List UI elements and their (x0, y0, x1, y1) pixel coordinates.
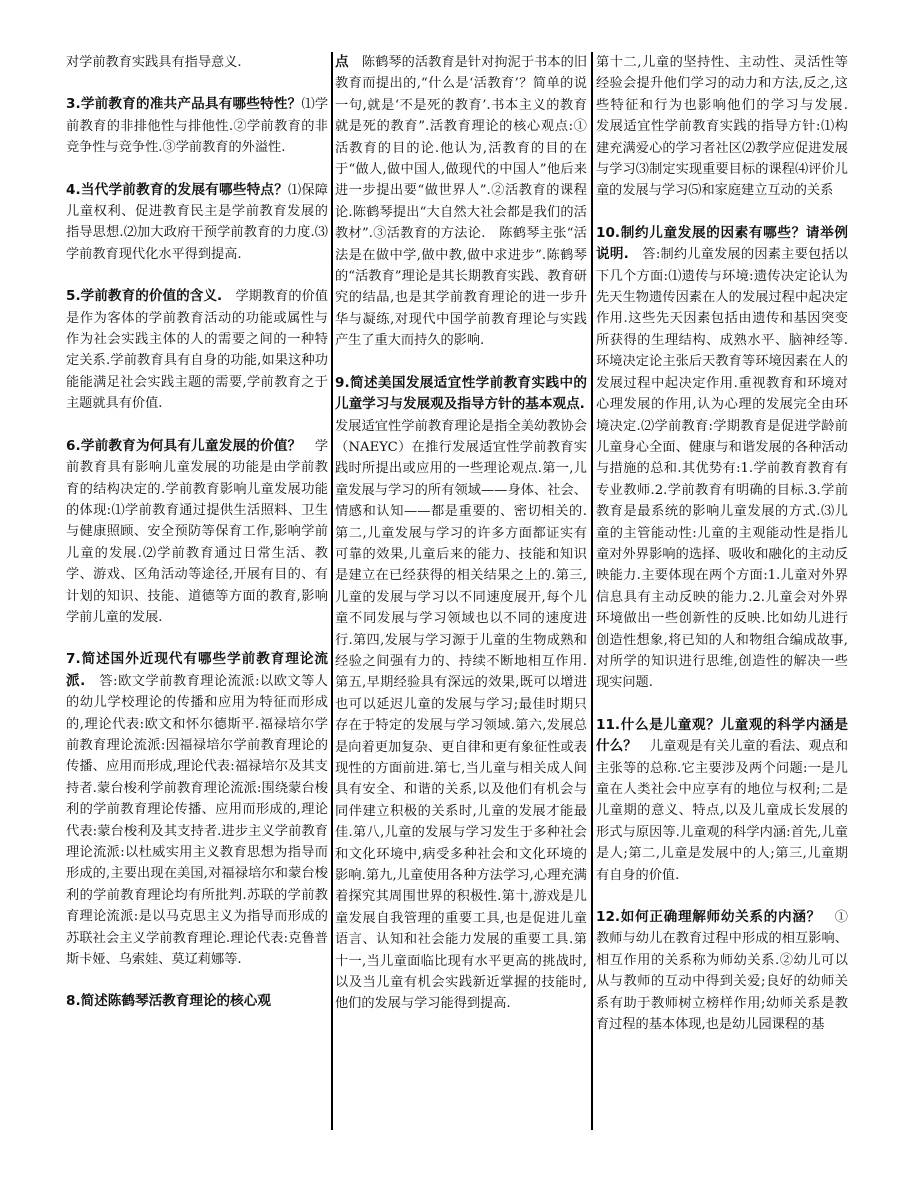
column-divider-right (591, 52, 593, 1130)
paragraph-text: 对学前教育实践具有指导意义. (66, 55, 242, 70)
question-5 (66, 286, 328, 414)
question-8-continued (335, 52, 587, 352)
answer-text: 答:制约儿童发展的因素主要包括以下几个方面:⑴遗传与环境:遗传决定论认为先天生物遗传因素在人的发展过程中起决定作用.这些先天因素包括由遗传和基因突变所获得的生理结构、成熟水平、脑神经等.环境决定论主张后天教育等环境因素在人的发展过程中起决定作用.重视教育和环境对心理发展的作用,认为心理的发展完全由环境决定.⑵学前教育:学期教育是促进学龄前儿童身心全面、健康与和谐发展的各种活动与措施的总和.其优势有:1.学前教育教育有专业教师.2.学前教育有明确的目标.3.学前教育是最系统的影响儿童发展的方式.⑶儿童的主管能动性:儿童的主观能动性是指儿童对外界影响的选择、吸收和融化的主动反映能力.主要体现在两个方面:1.儿童对外界信息具有主动反映的能力.2.儿童会对外界环境做出一些创新性的反映.比如幼儿进行创造性想象,将已知的人和物组合编成故事,对所学的知识进行思维,创造性的解决一些现实问题. (596, 247, 848, 691)
question-12 (596, 907, 848, 1035)
question-heading: 7.简述国外近现代有哪些学前教育理论流派. (66, 651, 328, 689)
question-heading: 9.简述美国发展适宜性学前教育实践中的儿童学习与发展观及指导方针的基本观点. (335, 374, 587, 413)
question-heading: 8.简述陈鹤琴活教育理论的核心观 (66, 993, 271, 1010)
question-heading: 5.学前教育的价值的含义. (66, 288, 223, 305)
question-10 (596, 223, 848, 694)
question-3 (66, 94, 328, 158)
answer-text: 陈鹤琴的活教育是针对拘泥于书本的旧教育而提出的,“什么是‘活教育’？简单的说一句,就是‘不是死的教育’.书本主义的教育就是死的教育”.活教育理论的核心观点:①活教育的目的论.他认为,活教育的目的在于“做人,做中国人,做现代的中国人”他后来进一步提出要“做世界人”.②活教育的课程论.陈鹤琴提出“大自然大社会都是我们的活教材”.③活教育的方法论. 陈鹤琴主张“活法是在做中学,做中教,做中求进步”.陈鹤琴的“活教育”理论是其长期教育实践、教育研究的结晶,也是其学前教育理论的进一步升华与凝练,对现代中国学前教育理论与实践产生了重大而持久的影响. (335, 55, 588, 349)
question-heading: 3.学前教育的准共产品具有哪些特性？ (66, 96, 302, 113)
answer-text: ①教师与幼儿在教育过程中形成的相互影响、相互作用的关系称为师幼关系.②幼儿可以从与教师的互动中得到关爱;良好的幼师关系有助于教师树立榜样作用;幼师关系是教育过程的基本体现,也是幼儿园课程的基 (596, 910, 848, 1033)
question-heading: 11.什么是儿童观？儿童观的科学内涵是什么？ (596, 716, 848, 755)
question-heading: 6.学前教育为何具有儿童发展的价值？ (66, 437, 302, 454)
question-heading: 4.当代学前教育的发展有哪些特点？ (66, 181, 288, 198)
continuation-paragraph (66, 52, 328, 73)
answer-text: ⑴保障儿童权利、促进教育民主是学前教育发展的指导思想.⑵加大政府干预学前教育的力度.⑶学前教育现代化水平得到提高. (66, 182, 328, 262)
question-heading: 10.制约儿童发展的因素有哪些？请举例说明. (596, 224, 848, 263)
question-4 (66, 180, 328, 266)
question-6 (66, 436, 328, 629)
column-divider-left (331, 52, 333, 1130)
question-heading: 12.如何正确理解师幼关系的内涵？ (596, 909, 821, 926)
answer-text: 儿童观是有关儿童的看法、观点和主张等的总称.它主要涉及两个问题:一是儿童在人类社会中应享有的地位与权利;二是儿童期的意义、特点,以及儿童成长发展的形式与原因等.儿童观的科学内涵:首先,儿童是人;第二,儿童是发展中的人;第三,儿童期有自身的价值. (596, 739, 849, 883)
answer-text: 学前教育具有影响儿童发展的功能是由学前教育的结构决定的.学前教育影响儿童发展功能的体现:⑴学前教育通过提供生活照料、卫生与健康照顾、安全预防等保育工作,影响学前儿童的发展.⑵学前教育通过日常生活、教学、游戏、区角活动等途径,开展有目的、有计划的知识、技能、道德等方面的教育,影响学前儿童的发展. (66, 438, 329, 625)
answer-text: ⑴学前教育的非排他性与排他性.②学前教育的非竞争性与竞争性.③学前教育的外溢性. (66, 97, 329, 156)
text-column-2 (335, 52, 599, 1132)
question-7 (66, 649, 328, 970)
question-heading: 点 (335, 54, 349, 70)
question-9 (335, 373, 599, 1015)
question-9-continued (596, 52, 862, 202)
answer-text: 学期教育的价值是作为客体的学前教育活动的功能或属性与作为社会实践主体的人的需要之间的一种特定关系.学前教育具有自身的功能,如果这种功能能满足社会实践主题的需要,学前教育之于主题就具有价值. (66, 289, 328, 412)
answer-text: 发展适宜性学前教育理论是指全美幼教协会（NAEYC）在推行发展适宜性学前教育实践时所提出或应用的一些理论观点.第一,儿童发展与学习的所有领域——身体、社会、情感和认知——都是重要的、密切相关的.第二,儿童发展与学习的许多方面都证实有可靠的效果,儿童后来的能力、技能和知识是建立在已经获得的相关结果之上的.第三,儿童的发展与学习以不同速度展开,每个儿童不同发展与学习领域也以不同的速度进行.第四,发展与学习源于儿童的生物成熟和经验之间强有力的、持续不断地相互作用.第五,早期经验具有深远的效果,既可以增进也可以延迟儿童的发展与学习;最佳时期只存在于特定的发展与学习领域.第六,发展总是向着更加复杂、更自律和更有象征性或表现性的方面前进.第七,当儿童与相关成人间具有安全、和谐的关系,以及他们有机会与同伴建立积极的关系时,儿童的发展才能最佳.第八,儿童的发展与学习发生于多种社会和文化环境中,病受多种社会和文化环境的影响.第九,儿童使用各种方法学习,心理充满着探究其周围世界的积极性.第十,游戏是儿童发展自我管理的重要工具,也是促进儿童语言、认知和社会能力发展的重要工具.第十一,当儿童面临比现有水平更高的挑战时,以及当儿童有机会实践新近掌握的技能时,他们的发展与学习能得到提高. (335, 397, 599, 1012)
answer-text: 答:欧文学前教育理论流派:以欧文等人的幼儿学校理论的传播和应用为特征而形成的,理论代表:欧文和怀尔德斯平.福禄培尔学前教育理论流派:因福禄培尔学前教育理论的传播、应用而形成,理论代表:福禄培尔及其支持者.蒙台梭利学前教育理论流派:围绕蒙台梭利的学前教育理论传播、应用而形成的,理论代表:蒙台梭利及其支持者.进步主义学前教育理论流派:以杜威实用主义教育思想为指导而形成的,主要出现在美国,对福禄培尔和蒙台梭利的学前教育理论均有所批判.苏联的学前教育理论流派:是以马克思主义为指导而形成的苏联社会主义学前教育理论.理论代表:克鲁普斯卡娅、乌索娃、莫辽莉娜等. (66, 673, 328, 968)
question-8 (66, 991, 328, 1012)
answer-text: 第十二,儿童的坚持性、主动性、灵活性等经验会提升他们学习的动力和方法,反之,这些特征和行为也影响他们的学习与发展. 发展适宜性学前教育实践的指导方针:⑴构建充满爱心的学习者社区⑵教学应促进发展与学习⑶制定实现重要目标的课程⑷评价儿童的发展与学习⑸和家庭建立互动的关系 (596, 55, 862, 199)
text-column-3 (596, 52, 862, 1132)
text-column-1 (66, 52, 328, 1132)
question-11 (596, 715, 848, 886)
